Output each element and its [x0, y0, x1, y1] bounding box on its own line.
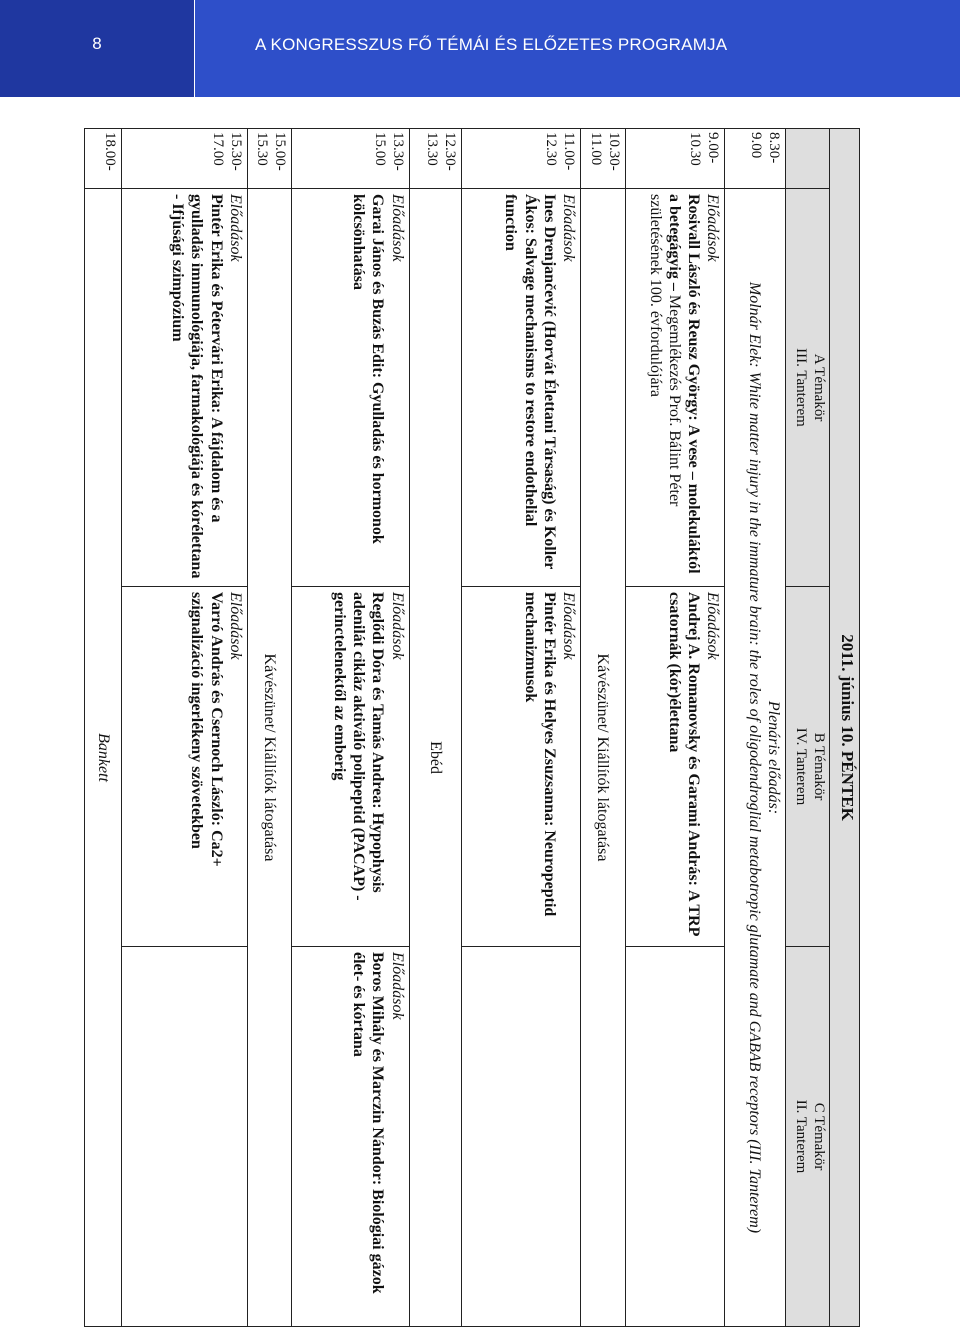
session-cell: [121, 189, 247, 587]
time-cell: 11.00-12.30: [461, 129, 580, 189]
session-cell: [461, 587, 580, 947]
lecture-label: Előadások: [388, 952, 406, 1020]
lunch-cell: Ebéd: [409, 189, 461, 1327]
speakers: Andrej A. Romanovsky és Garami András:: [685, 592, 703, 886]
speakers: Rosivall László és Reusz György:: [685, 194, 703, 421]
plenary-cell: [725, 189, 786, 1327]
session-cell: [625, 189, 725, 587]
talk-title: Ca2+ szignalizáció ingerlékeny szövetekben: [188, 592, 225, 867]
talk-title: Neuropeptid mechanizmusok: [521, 592, 558, 917]
track-a-header: [786, 189, 829, 587]
speakers: Varró András és Csernoch László:: [207, 592, 225, 827]
talk-title: Biológiai gázok élet- és kórtana: [350, 952, 387, 1294]
header-title-box: [195, 0, 960, 97]
session-row-2: [461, 129, 580, 1327]
time-cell: 15.00-15.30: [247, 129, 292, 189]
day-title-row: [829, 129, 859, 1327]
empty-session-cell: [461, 947, 580, 1327]
lecture-label: Előadások: [560, 194, 578, 262]
bankett-cell: Bankett: [85, 189, 122, 1327]
session-cell: [461, 189, 580, 587]
talk-title: A fájdalom és a gyulladás immunológiája, farmakológiája és kórélettana - Ifjúsági szimpózium: [169, 194, 225, 579]
empty-session-cell: [625, 947, 725, 1327]
corner-cell: [786, 129, 829, 189]
speakers: Pintér Erika és Helyes Zsuzsanna:: [540, 592, 558, 827]
session-cell: [292, 587, 409, 947]
talk-note: Megemlékezés Prof. Bálint Péter születésének 100. évfordulójára: [646, 194, 684, 507]
track-b-room: IV. Tanterem: [793, 727, 810, 806]
coffee-break: Kávészünet/ Kiállítók látogatása: [247, 189, 292, 1327]
session-row-4: [121, 129, 247, 1327]
track-a-name: A Témakör: [810, 353, 827, 422]
plenary-label: Plenáris előadás:: [765, 700, 783, 815]
talk-title: A vese – molekuláktól a betegágyig –: [666, 194, 703, 574]
plenary-row: [725, 129, 786, 1327]
track-c-room: II. Tanterem: [793, 1099, 810, 1174]
track-b-header: [786, 587, 829, 947]
lecture-label: Előadások: [226, 194, 244, 262]
plenary-text: Molnár Elek: White matter injury in the immature brain: the roles of oligodendroglial metabotropic glutamate and GABAB receptors (III. Tanterem): [746, 281, 764, 1234]
time-cell: 10.30-11.00: [581, 129, 626, 189]
lecture-label: Előadások: [704, 194, 722, 262]
talk-title: Gyulladás és hormonok kölcsönhatása: [350, 194, 387, 544]
time-cell: 8.30-9.00: [725, 129, 786, 189]
track-c-name: C Témakör: [810, 1102, 827, 1171]
time-cell: 9.00-10.30: [625, 129, 725, 189]
rotated-schedule: [84, 128, 860, 1326]
lecture-label: Előadások: [560, 592, 578, 660]
lecture-label: Előadások: [704, 592, 722, 660]
break-row-1: [581, 129, 626, 1327]
time-cell: 13.30-15.00: [292, 129, 409, 189]
session-cell: [121, 587, 247, 947]
time-cell: 12.30-13.30: [409, 129, 461, 189]
schedule-document: [84, 128, 860, 1326]
session-row-3: [292, 129, 409, 1327]
day-title: 2011. június 10. PÉNTEK: [829, 129, 859, 1327]
page-number: 8: [92, 34, 102, 53]
bankett-row: [85, 129, 122, 1327]
session-cell: [625, 587, 725, 947]
schedule-table: [84, 128, 860, 1327]
header-title: A KONGRESSZUS FŐ TÉMÁI ÉS ELŐZETES PROGRAMJA: [255, 35, 728, 54]
time-cell: 18.00-: [85, 129, 122, 189]
speakers: Reglődi Dóra és Tamás Andrea:: [369, 592, 387, 809]
page-number-box: [0, 0, 194, 97]
track-header-row: [786, 129, 829, 1327]
talk-title: Hypophysis adenilát cikláz aktiváló polipeptid (PACAP) - gerinctelenektől az emberig: [331, 592, 387, 901]
time-cell: 15.30-17.00: [121, 129, 247, 189]
track-a-room: III. Tanterem: [793, 348, 810, 427]
speakers: Pintér Erika és Pétervári Erika:: [207, 194, 225, 414]
empty-session-cell: [121, 947, 247, 1327]
talk-title: A TRP csatornák (kór)élettana: [666, 592, 703, 936]
session-cell: [292, 189, 409, 587]
lecture-label: Előadások: [388, 194, 406, 262]
lecture-label: Előadások: [388, 592, 406, 660]
speakers: Garai János és Buzás Edit:: [369, 194, 387, 379]
lecture-label: Előadások: [226, 592, 244, 660]
break-row-2: [247, 129, 292, 1327]
track-b-name: B Témakör: [810, 732, 827, 801]
coffee-break: Kávészünet/ Kiállítók látogatása: [581, 189, 626, 1327]
session-row-1: [625, 129, 725, 1327]
speakers: Boros Mihály és Marczin Nándor:: [369, 952, 387, 1186]
track-c-header: [786, 947, 829, 1327]
session-cell: [292, 947, 409, 1327]
speakers: Ines Drenjančević (Horvát Élettani Társaság) és Koller Ákos:: [521, 194, 558, 570]
talk-title: Salvage mechanisms to restore endothelial function: [502, 194, 539, 527]
page-header: [0, 0, 960, 97]
lunch-row: [409, 129, 461, 1327]
